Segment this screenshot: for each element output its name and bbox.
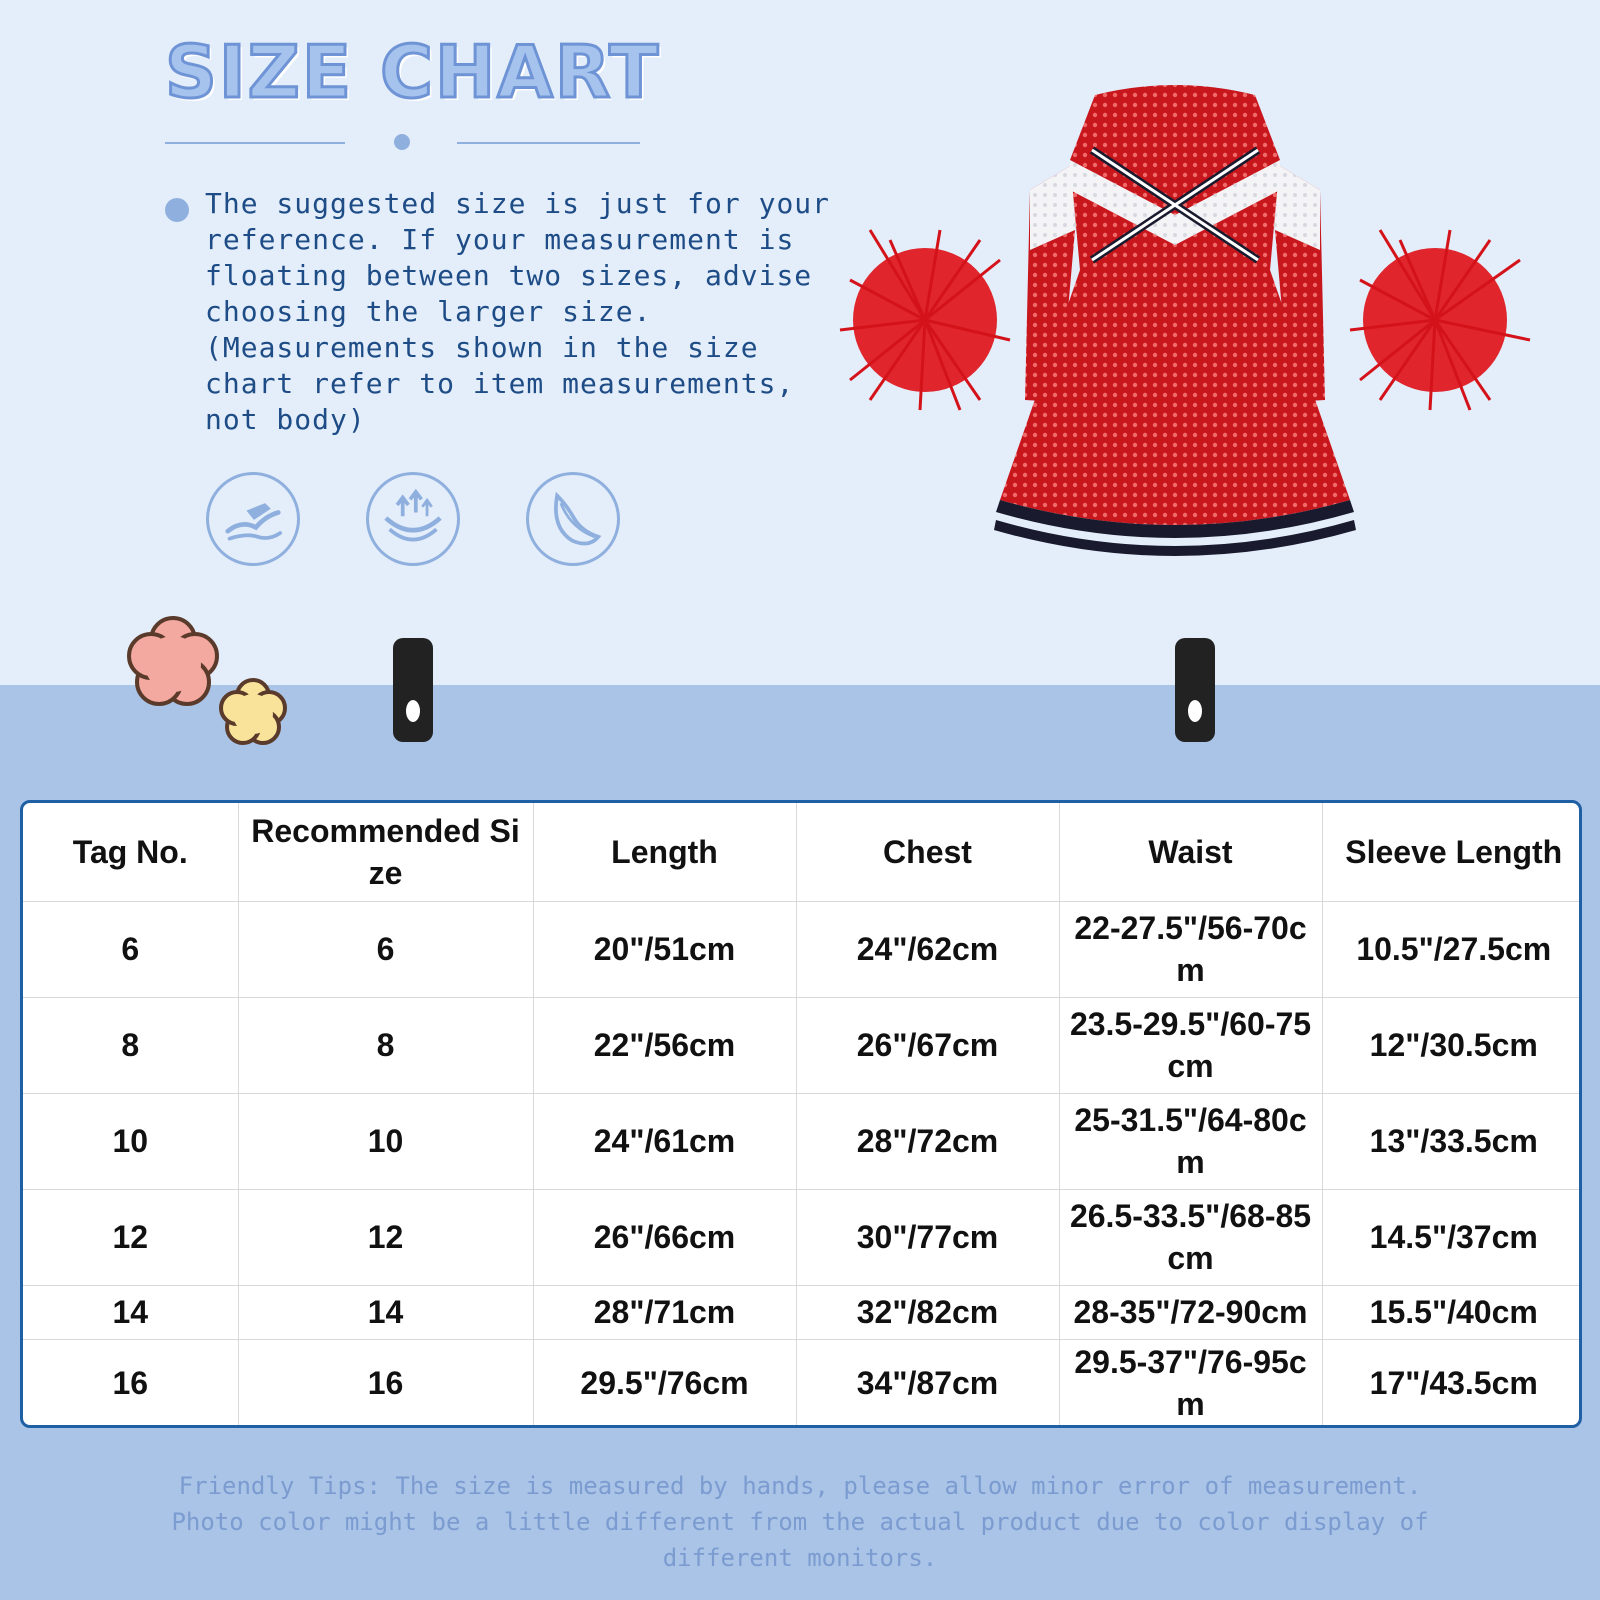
cell-tag: 12 [23, 1189, 238, 1285]
table-row [23, 1189, 1582, 1285]
cell-chest: 30"/77cm [796, 1189, 1059, 1285]
table-row [23, 901, 1582, 997]
cell-length: 24"/61cm [533, 1093, 796, 1189]
cell-length: 20"/51cm [533, 901, 796, 997]
note-bullet-icon [165, 198, 189, 222]
header-length: Length [533, 803, 796, 901]
cell-size: 6 [238, 901, 533, 997]
cell-size: 16 [238, 1339, 533, 1427]
cell-sleeve: 15.5"/40cm [1322, 1285, 1582, 1339]
cell-chest: 24"/62cm [796, 901, 1059, 997]
cell-size: 8 [238, 997, 533, 1093]
hanger-clip-left [393, 638, 433, 742]
cell-chest: 32"/82cm [796, 1285, 1059, 1339]
table-row [23, 1339, 1582, 1427]
header-chest: Chest [796, 803, 1059, 901]
soft-feather-icon [526, 472, 620, 566]
cell-tag: 6 [23, 901, 238, 997]
cell-length: 28"/71cm [533, 1285, 796, 1339]
friendly-tips: Friendly Tips: The size is measured by hands, please allow minor error of measurement. Photo color might be a little different from the actual product due to color display of different monitors. [171, 1472, 1429, 1572]
cell-size: 12 [238, 1189, 533, 1285]
pom-pom-left [840, 230, 1010, 410]
cell-waist: 28-35"/72-90cm [1059, 1285, 1322, 1339]
table-header-row [23, 803, 1582, 901]
cell-length: 29.5"/76cm [533, 1339, 796, 1427]
header-recommended-size: Recommended Size [238, 803, 533, 901]
cell-waist: 29.5-37"/76-95cm [1059, 1339, 1322, 1427]
cell-size: 14 [238, 1285, 533, 1339]
cell-tag: 16 [23, 1339, 238, 1427]
yellow-flower [221, 680, 285, 743]
cell-length: 22"/56cm [533, 997, 796, 1093]
header-sleeve-length: Sleeve Length [1322, 803, 1582, 901]
cell-sleeve: 13"/33.5cm [1322, 1093, 1582, 1189]
cell-waist: 25-31.5"/64-80cm [1059, 1093, 1322, 1189]
cell-sleeve: 17"/43.5cm [1322, 1339, 1582, 1427]
table-row [23, 997, 1582, 1093]
cell-chest: 34"/87cm [796, 1339, 1059, 1427]
cell-sleeve: 12"/30.5cm [1322, 997, 1582, 1093]
cell-waist: 22-27.5"/56-70cm [1059, 901, 1322, 997]
cell-chest: 28"/72cm [796, 1093, 1059, 1189]
cell-chest: 26"/67cm [796, 997, 1059, 1093]
stretch-icon [366, 472, 460, 566]
divider-dot [394, 134, 410, 150]
cell-tag: 8 [23, 997, 238, 1093]
cell-sleeve: 10.5"/27.5cm [1322, 901, 1582, 997]
size-table [20, 800, 1582, 1428]
size-note: The suggested size is just for your reference. If your measurement is floating between two sizes, advise choosing the larger size. (Measurements shown in the size chart refer to item measurements, not body) [205, 187, 831, 436]
table-row [23, 1093, 1582, 1189]
table-row [23, 1285, 1582, 1339]
header-tag-no: Tag No. [23, 803, 238, 901]
cell-waist: 23.5-29.5"/60-75cm [1059, 997, 1322, 1093]
pom-pom-right [1350, 230, 1530, 410]
cell-length: 26"/66cm [533, 1189, 796, 1285]
cell-waist: 26.5-33.5"/68-85cm [1059, 1189, 1322, 1285]
cell-size: 10 [238, 1093, 533, 1189]
cell-tag: 14 [23, 1285, 238, 1339]
product-image [830, 80, 1560, 580]
cell-tag: 10 [23, 1093, 238, 1189]
cell-sleeve: 14.5"/37cm [1322, 1189, 1582, 1285]
flowers-decoration [118, 612, 308, 762]
page-title: SIZE CHART [165, 30, 661, 114]
title-divider [165, 134, 640, 150]
hand-wash-icon [206, 472, 300, 566]
hanger-clip-right [1175, 638, 1215, 742]
pink-flower [129, 618, 217, 704]
header-waist: Waist [1059, 803, 1322, 901]
